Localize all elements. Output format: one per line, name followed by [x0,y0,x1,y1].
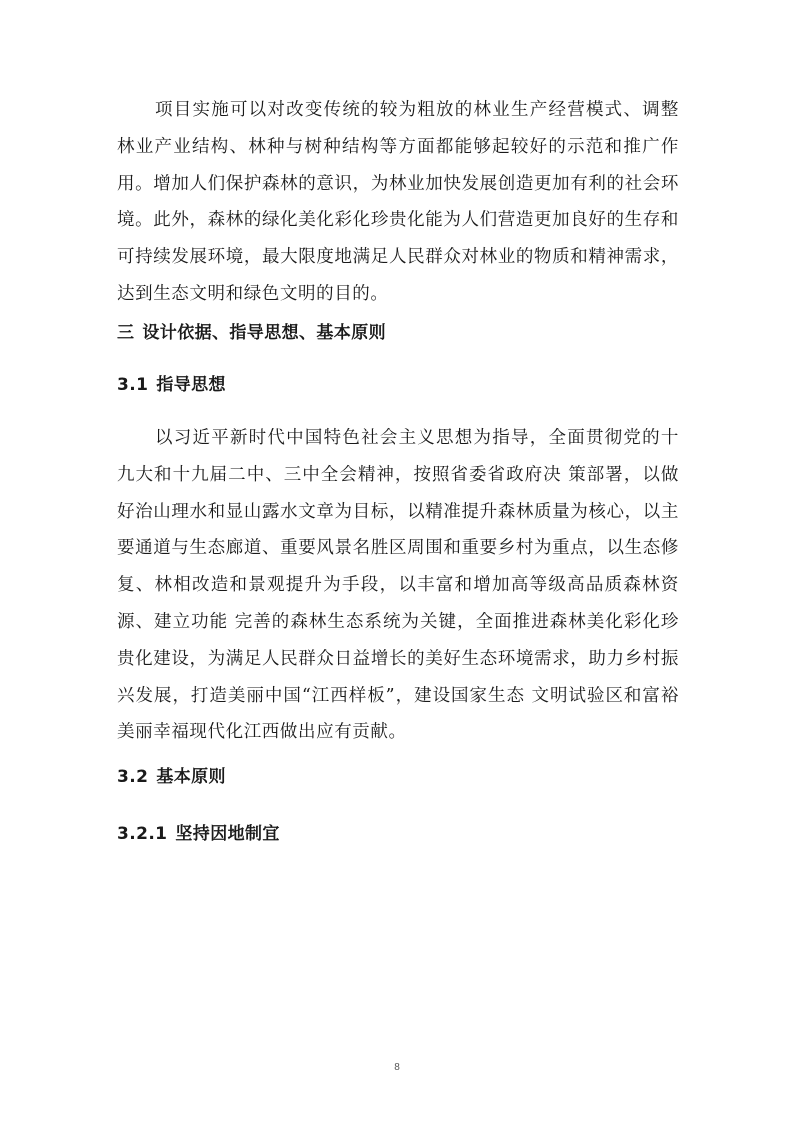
heading-title: 指导思想 [156,375,226,395]
heading-title: 基本原则 [156,767,226,787]
heading-number: 3.1 [117,375,149,395]
section-heading-design-basis [117,318,386,343]
section-number: 三 [117,323,135,343]
heading-title: 坚持因地制宜 [175,824,280,844]
heading-adapt-to-local-conditions [117,819,280,844]
heading-guiding-ideology [117,370,226,395]
body-paragraph-project-impact: 项目实施可以对改变传统的较为粗放的林业生产经营模式、调整林业产业结构、林种与树种结构等方面都能够起较好的示范和推广作用。增加人们保护森林的意识，为林业加快发展创造更加有利的社会环境。此外，森林的绿化美化彩化珍贵化能为人们营造更加良好的生存和可持续发展环境，最大限度地满足人民群众对林业的物质和精神需求，达到生态文明和绿色文明的目的。 [117,100,679,304]
heading-basic-principles [117,762,226,787]
section-title: 设计依据、指导思想、基本原则 [142,323,387,343]
page-number: 8 [394,1062,400,1073]
heading-number: 3.2.1 [117,824,168,844]
body-paragraph-guiding-ideology: 以习近平新时代中国特色社会主义思想为指导，全面贯彻党的十九大和十九届二中、三中全会精神，按照省委省政府决 策部署，以做好治山理水和显山露水文章为目标，以精准提升森林质量为核心，以主要通道与生态廊道、重要风景名胜区周围和重要乡村为重点，以生态修复、林相改造和景观提升为手段，以丰富和增加高等级高品质森林资源、建立功能 完善的森林生态系统为关键，全面推进森林美化彩化珍贵化建设，为满足人民群众日益增长的美好生态环境需求，助力乡村振兴发展，打造美丽中国“江西样板”，建设国家生态 文明试验区和富裕美丽幸福现代化江西做出应有贡献。 [117,428,679,743]
heading-number: 3.2 [117,767,149,787]
